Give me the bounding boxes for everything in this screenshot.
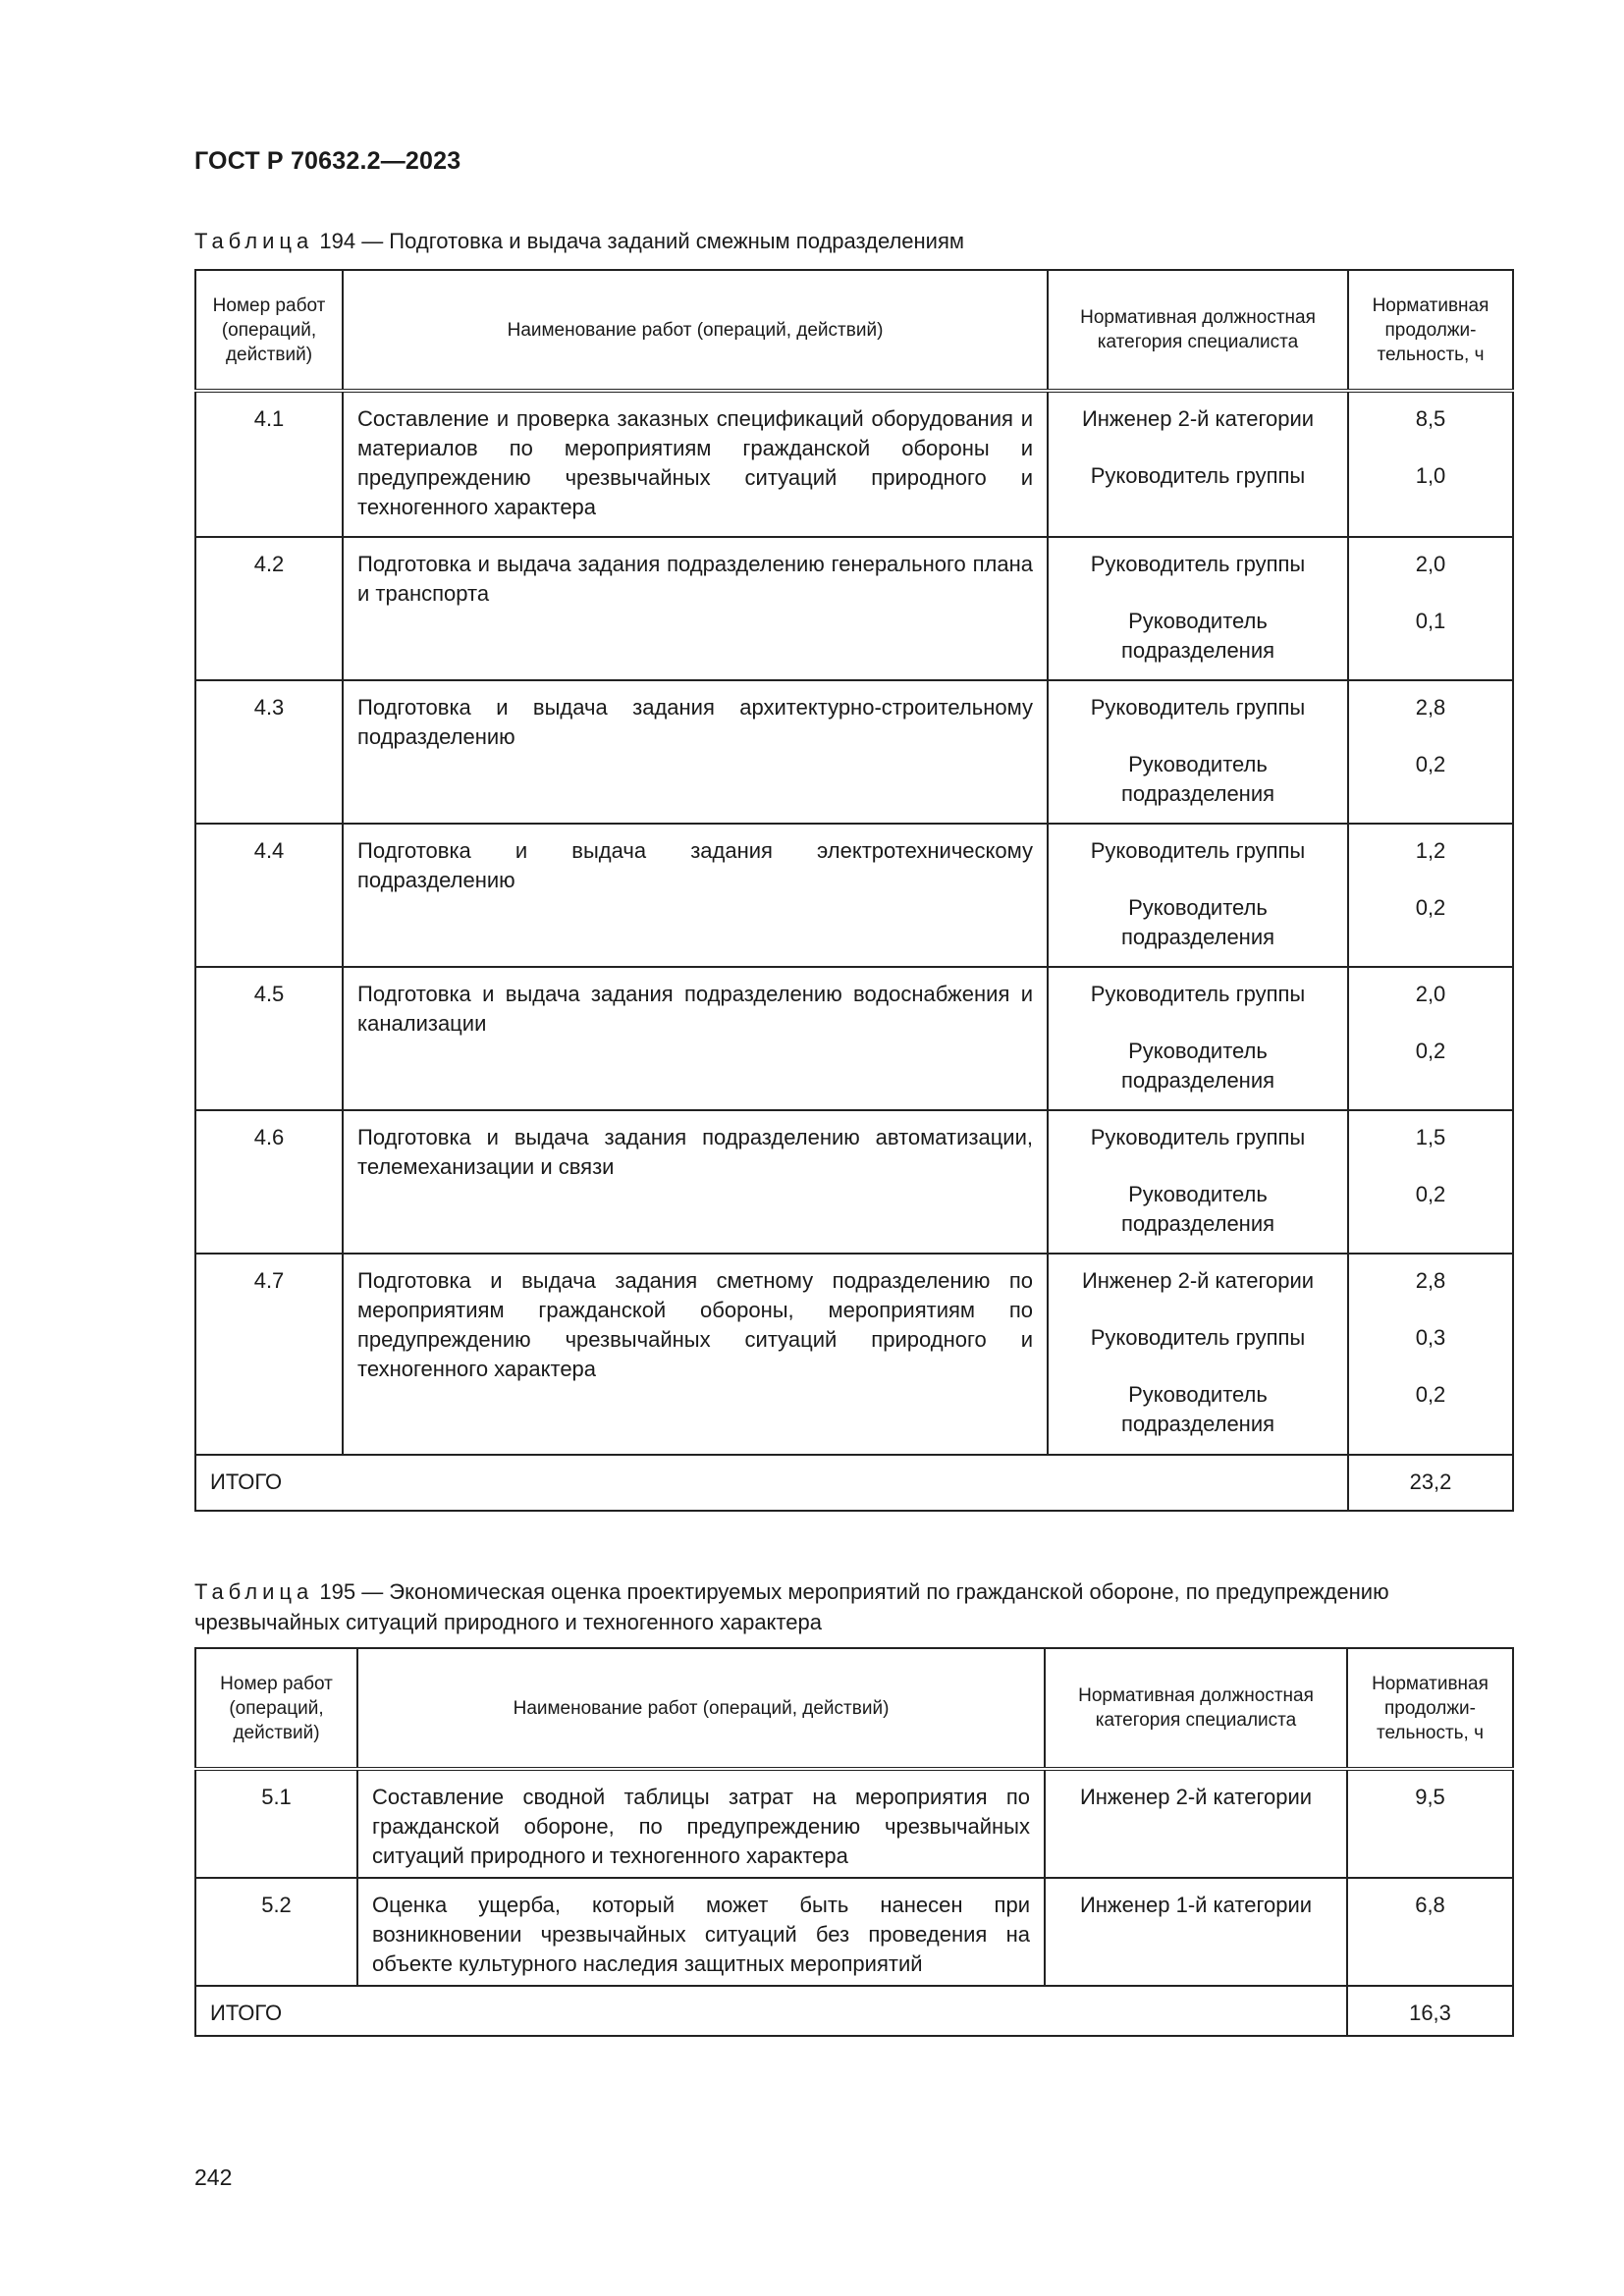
row-duration: 9,5 [1347,1769,1513,1878]
row-specialist: Инженер 2-й категории [1045,1769,1347,1878]
table-row [195,680,1513,824]
specialist: Руководитель группы [1090,552,1306,576]
table-195-caption-label: Таблица [194,1579,314,1604]
row-number: 4.1 [195,391,343,537]
row-durations [1348,967,1513,1110]
row-name: Подготовка и выдача задания электротехническому подразделению [343,824,1048,967]
table-row [195,1254,1513,1455]
specialist: Руководитель подразделения [1120,1382,1275,1436]
page-number: 242 [194,2164,233,2190]
row-specialists [1048,1110,1348,1254]
row-number: 4.2 [195,537,343,680]
duration: 2,0 [1415,552,1446,576]
header-number: Номер работ (операций, действий) [195,270,343,391]
specialist: Руководитель подразделения [1120,752,1275,806]
header-number: Номер работ (операций, действий) [195,1648,357,1769]
table-194-caption [194,226,1512,256]
table-row [195,967,1513,1110]
duration: 2,8 [1415,1268,1446,1293]
row-specialists [1048,537,1348,680]
table-194 [194,269,1514,1512]
table-row [195,1110,1513,1254]
specialist: Руководитель подразделения [1120,895,1275,949]
specialist: Инженер 2-й категории [1081,406,1315,431]
specialist: Руководитель подразделения [1120,1182,1275,1236]
row-name: Составление и проверка заказных спецификаций оборудования и материалов по мероприятиям гражданской обороны и предупреждению чрезвычайных ситуаций природного и техногенного характера [343,391,1048,537]
duration: 0,2 [1415,1182,1446,1206]
specialist: Руководитель подразделения [1120,609,1275,663]
table-195-caption-text: 195 — Экономическая оценка проектируемых мероприятий по гражданской обороне, по предупреждению чрезвычайных ситуаций природного и техногенного характера [194,1579,1389,1634]
total-label: ИТОГО [195,1986,1347,2036]
row-specialists [1048,824,1348,967]
row-durations [1348,680,1513,824]
table-194-caption-label: Таблица [194,229,314,253]
specialist: Руководитель группы [1090,838,1306,863]
table-row [195,1878,1513,1986]
duration: 1,5 [1415,1125,1446,1149]
row-name: Подготовка и выдача задания архитектурно-строительному подразделению [343,680,1048,824]
specialist: Руководитель группы [1090,982,1306,1006]
total-label: ИТОГО [195,1455,1348,1511]
row-duration: 6,8 [1347,1878,1513,1986]
row-number: 4.7 [195,1254,343,1455]
table-194-caption-text: 194 — Подготовка и выдача заданий смежным подразделениям [313,229,964,253]
table-row [195,391,1513,537]
row-specialists [1048,1254,1348,1455]
header-duration: Нормативная продолжи-тельность, ч [1348,270,1513,391]
duration: 2,0 [1415,982,1446,1006]
specialist: Руководитель группы [1090,1325,1306,1350]
row-number: 4.5 [195,967,343,1110]
specialist: Руководитель подразделения [1120,1039,1275,1093]
row-specialists [1048,391,1348,537]
table-row [195,537,1513,680]
row-number: 4.6 [195,1110,343,1254]
total-value: 16,3 [1347,1986,1513,2036]
duration: 0,2 [1415,895,1446,920]
row-name: Подготовка и выдача задания подразделению автоматизации, телемеханизации и связи [343,1110,1048,1254]
row-name: Оценка ущерба, который может быть нанесен при возникновении чрезвычайных ситуаций без проведения на объекте культурного наследия защитных мероприятий [357,1878,1045,1986]
header-specialist: Нормативная должностная категория специалиста [1045,1648,1347,1769]
duration: 1,2 [1415,838,1446,863]
total-value: 23,2 [1348,1455,1513,1511]
duration: 0,2 [1415,752,1446,776]
duration: 0,1 [1415,609,1446,633]
duration: 1,0 [1415,463,1446,488]
row-number: 4.4 [195,824,343,967]
specialist: Руководитель группы [1090,463,1306,488]
row-specialists [1048,680,1348,824]
duration: 0,2 [1415,1382,1446,1407]
row-specialist: Инженер 1-й категории [1045,1878,1347,1986]
row-specialists [1048,967,1348,1110]
table-195 [194,1647,1514,2037]
table-row [195,824,1513,967]
row-durations [1348,1254,1513,1455]
duration: 0,2 [1415,1039,1446,1063]
header-name: Наименование работ (операций, действий) [357,1648,1045,1769]
row-durations [1348,824,1513,967]
specialist: Руководитель группы [1090,695,1306,720]
row-name: Подготовка и выдача задания подразделению генерального плана и транспорта [343,537,1048,680]
row-number: 4.3 [195,680,343,824]
specialist: Руководитель группы [1090,1125,1306,1149]
header-name: Наименование работ (операций, действий) [343,270,1048,391]
row-durations [1348,537,1513,680]
total-row [195,1986,1513,2036]
row-durations [1348,391,1513,537]
document-header: ГОСТ Р 70632.2—2023 [194,147,461,175]
total-row [195,1455,1513,1511]
header-duration: Нормативная продолжи-тельность, ч [1347,1648,1513,1769]
duration: 0,3 [1415,1325,1446,1350]
row-number: 5.1 [195,1769,357,1878]
row-name: Подготовка и выдача задания сметному подразделению по мероприятиям гражданской обороны, мероприятиям по предупреждению чрезвычайных ситуаций природного и техногенного характера [343,1254,1048,1455]
table-row [195,1769,1513,1878]
row-name: Подготовка и выдача задания подразделению водоснабжения и канализации [343,967,1048,1110]
table-195-caption [194,1576,1512,1637]
row-name: Составление сводной таблицы затрат на мероприятия по гражданской обороне, по предупреждению чрезвычайных ситуаций природного и техногенного характера [357,1769,1045,1878]
duration: 8,5 [1415,406,1446,431]
row-durations [1348,1110,1513,1254]
duration: 2,8 [1415,695,1446,720]
specialist: Инженер 2-й категории [1081,1268,1315,1293]
header-specialist: Нормативная должностная категория специалиста [1048,270,1348,391]
row-number: 5.2 [195,1878,357,1986]
